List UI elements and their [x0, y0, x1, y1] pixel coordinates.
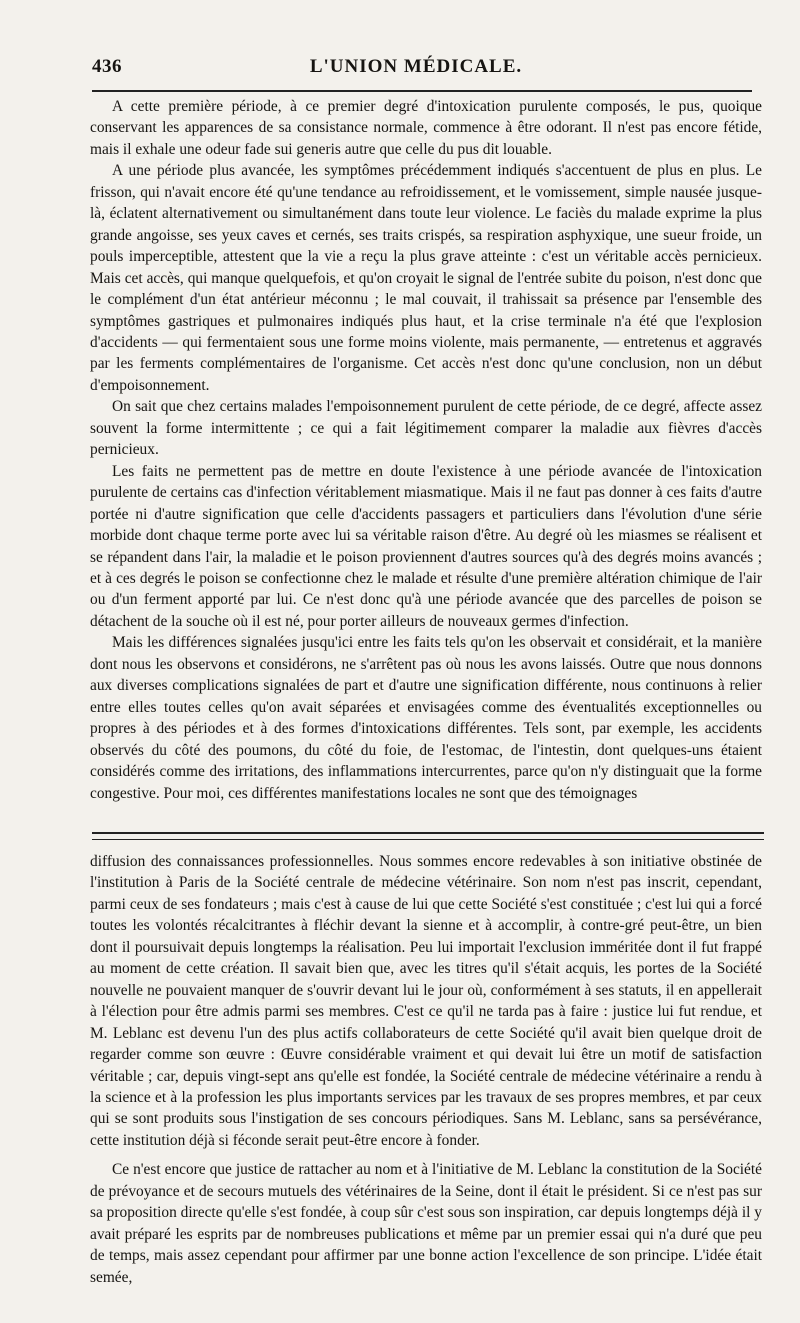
page-number: 436 [92, 56, 122, 77]
journal-title: L'UNION MÉDICALE. [309, 56, 523, 77]
section-divider [92, 832, 764, 840]
page-header [92, 56, 740, 82]
paragraph: Mais les différences signalées jusqu'ici entre les faits tels qu'on les observait et considérait, et la manière dont nous les observons et considérons, ne s'arrêtent pas où nous les avons laissés. Outre que nous donnons aux diverses complications signalées de part et d'autre une signification différente, nous continuons à relier entre elles toutes celles qu'on avait séparées et envisagées comme des éventualités exceptionnelles ou propres à des périodes et à des formes d'intoxications différentes. Tels sont, par exemple, les accidents observés du côté des poumons, du côté du foie, de l'estomac, de l'intestin, dont quelques-uns étaient considérés comme des irritations, des inflammations intercurrentes, parce qu'on n'y distinguait que la forme congestive. Pour moi, ces différentes manifestations locales ne sont que des témoignages [90, 634, 762, 802]
paragraph: A cette première période, à ce premier degré d'intoxication purulente composés, le pus, quoique conservant les apparences de sa consistance normale, commence à être odorant. Il n'est pas encore fétide, mais il exhale une odeur fade sui generis autre que celle du pus dit louable. [90, 98, 762, 158]
upper-article-column [90, 96, 762, 804]
paragraph: Les faits ne permettent pas de mettre en doute l'existence à une période avancée de l'intoxication purulente de certains cas d'infection véritablement miasmatique. Mais il ne faut pas donner à ces faits d'autre portée ni d'autre signification que celle d'accidents passagers et particuliers dans l'évolution d'une série morbide dont chaque terme porte avec lui sa véritable raison d'être. Au degré où les miasmes se réalisent et se répandent dans l'air, la maladie et le poison proviennent d'autres sources qu'à des degrés moins avancés ; et à ces degrés le poison se confectionne chez le malade et résulte d'une première altération chimique de l'air ou d'un ferment apporté par lui. Ce n'est donc qu'à une période avancée que des parcelles de poison se détachent de la souche où il est né, pour porter ailleurs de nouveaux germes d'infection. [90, 462, 762, 630]
lower-article-column [90, 851, 762, 1288]
paragraph: Ce n'est encore que justice de rattacher au nom et à l'initiative de M. Leblanc la constitution de la Société de prévoyance et de secours mutuels des vétérinaires de la Seine, dont il était le président. Si ce n'est pas sur sa proposition directe qu'elle s'est fondée, à coup sûr c'est sous son inspiration, car depuis longtemps déjà il y avait préparé les esprits par de nombreuses publications et même par un premier essai qui n'a duré que peu de temps, mais assez cependant pour affirmer par une bonne action l'excellence de son principe. L'idée était semée, [90, 1161, 762, 1286]
paragraph: A une période plus avancée, les symptômes précédemment indiqués s'accentuent de plus en plus. Le frisson, qui n'avait encore été qu'une tendance au refroidissement, et le vomissement, simple nausée jusque-là, éclatent alternativement ou simultanément dans toute leur violence. Le faciès du malade exprime la plus grande angoisse, ses yeux caves et cernés, ses traits crispés, sa respiration asphyxique, une sueur froide, un pouls imperceptible, attestent que la vie a reçu la plus grave atteinte : c'est un véritable accès pernicieux. Mais cet accès, qui manque quelquefois, et qu'on croyait le signal de l'entrée subite du poison, n'est donc que le complément d'un état antérieur méconnu ; le mal couvait, il trahissait sa présence par l'ensemble des symptômes gastriques et pulmonaires indiqués plus haut, et la crise terminale n'a été que l'explosion d'accidents — qui fermentaient sous une forme moins violente, mais permanente, — entretenus et aggravés par les ferments complémentaires de l'organisme. Cet accès n'est donc qu'une conclusion, non un début d'empoisonnement. [90, 162, 762, 394]
header-rule [92, 90, 752, 92]
paragraph: On sait que chez certains malades l'empoisonnement purulent de cette période, de ce degré, affecte assez souvent la forme intermittente ; ce qui a fait légitimement comparer la maladie aux fièvres d'accès pernicieux. [90, 398, 762, 459]
paragraph: diffusion des connaissances professionnelles. Nous sommes encore redevables à son initiative obstinée de l'institution à Paris de la Société centrale de médecine vétérinaire. Son nom n'est pas inscrit, cependant, parmi ceux de ses fondateurs ; mais c'est à cause de lui que cette Société s'est constituée ; c'est lui qui a forcé toutes les volontés récalcitrantes à fléchir devant la sienne et à accomplir, à contre-gré peut-être, un bien dont il poursuivait depuis longtemps la réalisation. Peu lui importait l'exclusion imméritée dont il fut frappé au moment de cette création. Il savait bien que, avec les titres qu'il s'était acquis, les portes de la Société nouvelle ne pouvaient manquer de s'ouvrir devant lui le jour où, conformément à ses statuts, il en appellerait à l'élection pour être admis parmi ses membres. C'est ce qu'il ne tarda pas à faire : justice lui fut rendue, et M. Leblanc est devenu l'un des plus actifs collaborateurs de cette Société qu'il avait bien quelque droit de regarder comme son œuvre : Œuvre considérable vraiment et qui devait lui être un motif de satisfaction véritable ; car, depuis vingt-sept ans qu'elle est fondée, la Société centrale de médecine vétérinaire a rendu à la science et à la profession les plus importants services par les travaux de ses propres membres, et par ceux qui se sont produits sous l'instigation de ses concours périodiques. Sans M. Leblanc, sans sa persévérance, cette institution déjà si féconde serait peut-être encore à fonder. [90, 853, 762, 1149]
